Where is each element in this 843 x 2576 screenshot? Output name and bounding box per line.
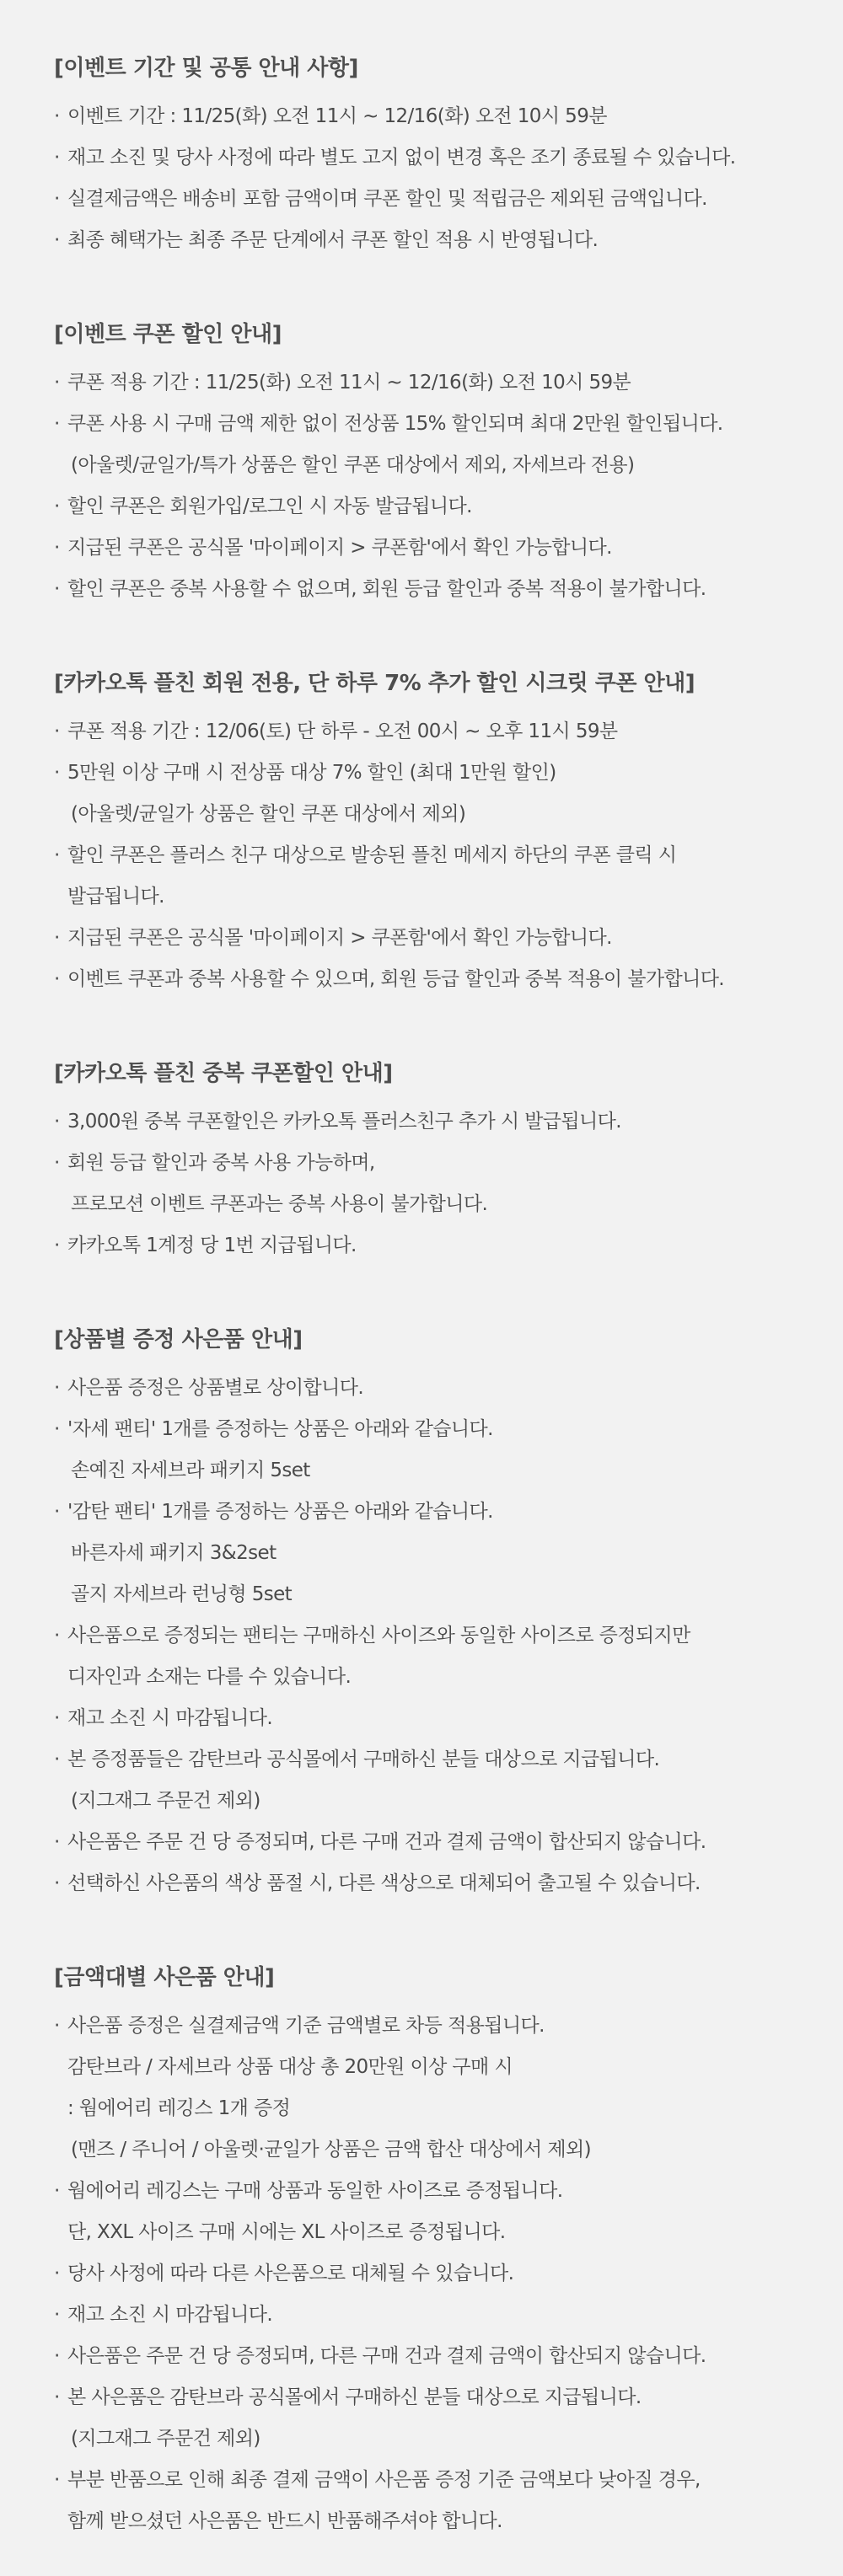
bullet-item: · 부분 반품으로 인해 최종 결제 금액이 사은품 증정 기준 금액보다 낮아질 경우,: [54, 2460, 809, 2501]
bullet-item: · '감탄 팬티' 1개를 증정하는 상품은 아래와 같습니다.: [54, 1492, 809, 1533]
continuation-line: (아울렛/균일가/특가 상품은 할인 쿠폰 대상에서 제외, 자세브라 전용): [71, 454, 635, 476]
section-title: [카카오톡 플친 중복 쿠폰할인 안내]: [54, 1061, 393, 1086]
continuation-line: 단, XXL 사이즈 구매 시에는 XL 사이즈로 증정됩니다.: [67, 2221, 506, 2243]
continuation-line: 바른자세 패키지 3&2set: [71, 1542, 277, 1564]
bullet-item: · 실결제금액은 배송비 포함 금액이며 쿠폰 할인 및 적립금은 제외된 금액입니다.: [54, 179, 809, 220]
bullet-item: · 최종 혜택가는 최종 주문 단계에서 쿠폰 할인 적용 시 반영됩니다.: [54, 220, 809, 261]
bullet-item: · 웜에어리 레깅스는 구매 상품과 동일한 사이즈로 증정됩니다.: [54, 2171, 809, 2212]
bullet-item: · 지급된 쿠폰은 공식몰 '마이페이지 > 쿠폰함'에서 확인 가능합니다.: [54, 918, 809, 959]
bullet-item: · 사은품은 주문 건 당 증정되며, 다른 구매 건과 결제 금액이 합산되지 않습니다.: [54, 1822, 809, 1863]
section-title: [이벤트 기간 및 공통 안내 사항]: [54, 56, 358, 81]
section-title: [상품별 증정 사은품 안내]: [54, 1327, 303, 1352]
section-title: [카카오톡 플친 회원 전용, 단 하루 7% 추가 할인 시크릿 쿠폰 안내]: [54, 671, 695, 696]
bullet-item: · 본 증정품들은 감탄브라 공식몰에서 구매하신 분들 대상으로 지급됩니다.: [54, 1739, 809, 1781]
continuation-line: (맨즈 / 주니어 / 아울렛·균일가 상품은 금액 합산 대상에서 제외): [71, 2139, 591, 2161]
notice-section: [54, 667, 809, 1000]
bullet-item: · 재고 소진 시 마감됩니다.: [54, 1698, 809, 1739]
bullet-item: · 이벤트 기간 : 11/25(화) 오전 11시 ~ 12/16(화) 오전 10시 59분: [54, 96, 809, 137]
bullet-item: · 사은품 증정은 실결제금액 기준 금액별로 차등 적용됩니다.: [54, 2006, 809, 2047]
bullet-item: · 사은품으로 증정되는 팬티는 구매하신 사이즈와 동일한 사이즈로 증정되지만: [54, 1615, 809, 1657]
bullet-item: · 5만원 이상 구매 시 전상품 대상 7% 할인 (최대 1만원 할인): [54, 752, 809, 794]
section-title: [금액대별 사은품 안내]: [54, 1965, 275, 1990]
notice-section: [54, 52, 809, 261]
continuation-line: 발급됩니다.: [67, 886, 164, 908]
bullet-item: · 사은품은 주문 건 당 증정되며, 다른 구매 건과 결제 금액이 합산되지 않습니다.: [54, 2336, 809, 2377]
section-title: [이벤트 쿠폰 할인 안내]: [54, 322, 282, 347]
bullet-item: · 쿠폰 사용 시 구매 금액 제한 없이 전상품 15% 할인되며 최대 2만원 할인됩니다.: [54, 404, 809, 445]
continuation-line: 디자인과 소재는 다를 수 있습니다.: [67, 1666, 352, 1688]
bullet-item: · 회원 등급 할인과 중복 사용 가능하며,: [54, 1143, 809, 1184]
notice-section: [54, 1324, 809, 1904]
continuation-line: (지그재그 주문건 제외): [71, 2428, 260, 2450]
bullet-item: · 선택하신 사은품의 색상 품절 시, 다른 색상으로 대체되어 출고될 수 있습니다.: [54, 1863, 809, 1904]
bullet-item: · 할인 쿠폰은 회원가입/로그인 시 자동 발급됩니다.: [54, 486, 809, 528]
bullet-item: · '자세 팬티' 1개를 증정하는 상품은 아래와 같습니다.: [54, 1409, 809, 1450]
bullet-item: · 할인 쿠폰은 플러스 친구 대상으로 발송된 플친 메세지 하단의 쿠폰 클릭 시: [54, 835, 809, 876]
bullet-item: · 재고 소진 및 당사 사정에 따라 별도 고지 없이 변경 혹은 조기 종료될 수 있습니다.: [54, 137, 809, 179]
bullet-item: · 본 사은품은 감탄브라 공식몰에서 구매하신 분들 대상으로 지급됩니다.: [54, 2377, 809, 2418]
bullet-item: · 쿠폰 적용 기간 : 12/06(토) 단 하루 - 오전 00시 ~ 오후 11시 59분: [54, 711, 809, 752]
bullet-item: · 당사 사정에 따라 다른 사은품으로 대체될 수 있습니다.: [54, 2253, 809, 2295]
continuation-line: 골지 자세브라 런닝형 5set: [71, 1583, 293, 1605]
continuation-line: : 웜에어리 레깅스 1개 증정: [67, 2097, 291, 2119]
bullet-item: · 사은품 증정은 상품별로 상이합니다.: [54, 1368, 809, 1409]
bullet-item: · 이벤트 쿠폰과 중복 사용할 수 있으며, 회원 등급 할인과 중복 적용이 불가합니다.: [54, 959, 809, 1000]
bullet-item: · 쿠폰 적용 기간 : 11/25(화) 오전 11시 ~ 12/16(화) 오전 10시 59분: [54, 362, 809, 404]
continuation-line: (지그재그 주문건 제외): [71, 1790, 260, 1812]
continuation-line: 감탄브라 / 자세브라 상품 대상 총 20만원 이상 구매 시: [67, 2056, 513, 2078]
bullet-item: · 할인 쿠폰은 중복 사용할 수 없으며, 회원 등급 할인과 중복 적용이 불가합니다.: [54, 569, 809, 610]
notice-section: [54, 319, 809, 610]
notice-section: [54, 1962, 809, 2542]
bullet-item: · 지급된 쿠폰은 공식몰 '마이페이지 > 쿠폰함'에서 확인 가능합니다.: [54, 528, 809, 569]
notice-section: [54, 1058, 809, 1267]
bullet-item: · 3,000원 중복 쿠폰할인은 카카오톡 플러스친구 추가 시 발급됩니다.: [54, 1101, 809, 1143]
continuation-line: (아울렛/균일가 상품은 할인 쿠폰 대상에서 제외): [71, 803, 466, 825]
continuation-line: 손예진 자세브라 패키지 5set: [71, 1459, 310, 1481]
continuation-line: 프로모션 이벤트 쿠폰과는 중복 사용이 불가합니다.: [71, 1193, 488, 1215]
bullet-item: · 재고 소진 시 마감됩니다.: [54, 2295, 809, 2336]
continuation-line: 함께 받으셨던 사은품은 반드시 반품해주셔야 합니다.: [67, 2510, 502, 2532]
bullet-item: · 카카오톡 1계정 당 1번 지급됩니다.: [54, 1225, 809, 1267]
